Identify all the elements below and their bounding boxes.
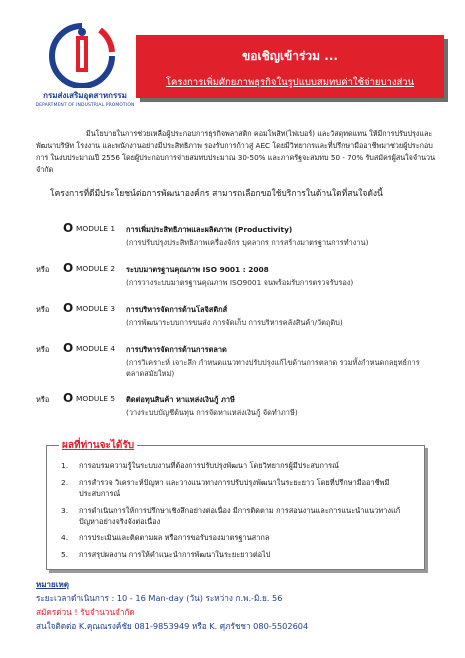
benefit-number: 3. xyxy=(61,506,69,515)
module-title: การเพิ่มประสิทธิภาพและผลิตภาพ (Productivity) xyxy=(126,225,293,234)
module-label: MODULE 1 xyxy=(76,224,116,233)
logo-red-arc xyxy=(100,30,112,52)
benefit-text: การสำรวจ วิเคราะห์ปัญหา และวางแนวทางการปรับปรุงพัฒนาในระยะยาว โดยที่ปรึกษามืออาชีพมีประสบการณ์ xyxy=(79,478,390,498)
module-label: MODULE 2 xyxy=(76,264,116,273)
module-title: การบริหารจัดการด้านโลจิสติกส์ xyxy=(126,305,228,314)
contact-line: สนใจติดต่อ K.คุณณรงค์ชัย 081-9853949 หรือ K. ศุภรัชชา 080-5502604 xyxy=(36,621,309,631)
module-title: การบริหารจัดการด้านการตลาด xyxy=(126,345,227,354)
benefit-number: 5. xyxy=(61,550,69,559)
module-title: ระบบมาตรฐานคุณภาพ ISO 9001 : 2008 xyxy=(126,265,269,274)
lead-paragraph: โครงการที่ดีมีประโยชน์ต่อการพัฒนาองค์กร สามารถเลือกขอใช้บริการในด้านใดที่สนใจดังนี้ xyxy=(50,189,383,199)
invitation-banner xyxy=(136,35,444,98)
logo-caption xyxy=(30,89,140,108)
logo-name-th: กรมส่งเสริมอุตสาหกรรม xyxy=(43,91,127,100)
module-checkbox-circle[interactable]: O xyxy=(63,261,74,275)
benefit-text: การดำเนินการให้การปรึกษาเชิงลึกอย่างต่อเนื่อง มีการติดตาม การสอนงานและการแนะนำแนวทางแก้ปัญหาอย่างจริงจังต่อเนื่อง xyxy=(79,506,401,526)
module-label: MODULE 3 xyxy=(76,304,116,313)
benefits-title: ผลที่ท่านจะได้รับ xyxy=(59,438,137,453)
module-label: MODULE 4 xyxy=(76,344,116,353)
benefit-text: การสรุปผลงาน การให้คำแนะนำการพัฒนาในระยะยาวต่อไป xyxy=(79,550,271,559)
banner-title: ขอเชิญเข้าร่วม ... xyxy=(242,49,338,63)
module-or-label: หรือ xyxy=(36,395,50,404)
module-label: MODULE 5 xyxy=(76,394,116,403)
benefit-text: การประเมินและติดตามผล หรือการขอรับรองมาตรฐานสากล xyxy=(79,533,270,542)
module-checkbox-circle[interactable]: O xyxy=(63,391,74,405)
module-description: (การพัฒนาระบบการขนส่ง การจัดเก็บ การบริหารคลังสินค้า/วัตถุดิบ) xyxy=(126,318,343,327)
apply-line: สมัครด่วน ! รับจำนวนจำกัด xyxy=(36,607,135,617)
module-title: ติดต่อทุนสินค้า หาแหล่งเงินกู้ ภาษี xyxy=(126,395,235,404)
module-description: (การปรับปรุงประสิทธิภาพเครื่องจักร บุคลากร การสร้างมาตรฐานการทำงาน) xyxy=(126,238,369,247)
notes-section xyxy=(36,578,436,633)
module-or-label: หรือ xyxy=(36,345,50,354)
benefit-number: 2. xyxy=(61,478,69,487)
module-checkbox-circle[interactable]: O xyxy=(63,221,74,235)
benefit-number: 1. xyxy=(61,461,69,470)
benefit-text: การอบรมความรู้ในระบบงานที่ต้องการปรับปรุงพัฒนา โดยวิทยากรผู้มีประสบการณ์ xyxy=(79,461,340,470)
department-logo xyxy=(42,22,122,88)
module-checkbox-circle[interactable]: O xyxy=(63,341,74,355)
banner-subtitle: โครงการเพิ่มศักยภาพธุรกิจในรูปแบบสมทบค่าใช้จ่ายบางส่วน xyxy=(165,77,415,88)
benefits-box xyxy=(46,440,425,570)
logo-name-en: DEPARTMENT OF INDUSTRIAL PROMOTION xyxy=(35,103,135,108)
logo-dot xyxy=(78,28,86,36)
logo-white-stripe xyxy=(80,40,84,68)
notes-heading: หมายเหตุ xyxy=(36,580,69,589)
module-description: (การวิเคราะห์ เจาะลึก กำหนดแนวทางปรับปรุงแก้ไขด้านการตลาด รวมทั้งกำหนดกลยุทธ์การตลาดสมัยใหม่) xyxy=(126,358,420,378)
module-checkbox-circle[interactable]: O xyxy=(63,301,74,315)
duration-line: ระยะเวลาดำเนินการ : 10 - 16 Man-day (วัน) ระหว่าง ก.พ.-มิ.ย. 56 xyxy=(36,593,283,603)
module-description: (วางระบบบัญชีต้นทุน การจัดหาแหล่งเงินกู้ จัดทำภาษี) xyxy=(126,408,298,417)
benefit-number: 4. xyxy=(61,533,69,542)
module-or-label: หรือ xyxy=(36,265,50,274)
module-or-label: หรือ xyxy=(36,305,50,314)
intro-paragraph: มีนโยบายในการช่วยเหลือผู้ประกอบการธุรกิจพลาสติก คอมโพสิท(ไฟเบอร์) และวัสดุทดแทน ให้มีการปรับปรุงและพัฒนาบริษัท โรงงาน และพนักงานอย่างมีประสิทธิภาพ รองรับการก้าวสู่ AEC โดยมีวิทยากรและที่ปรึกษามืออาชีพมาช่วยผู้ประกอบการ ในงบประมาณปี 2556 โดยผู้ประกอบการจ่ายสมทบประมาณ 30-50% และภาครัฐจะสมทบ 50 - 70% รับสมัครผู้สนใจจำนวนจำกัด xyxy=(36,129,435,174)
module-description: (การวางระบบมาตรฐานคุณภาพ ISO9001 จนพร้อมรับการตรวจรับรอง) xyxy=(126,278,354,287)
